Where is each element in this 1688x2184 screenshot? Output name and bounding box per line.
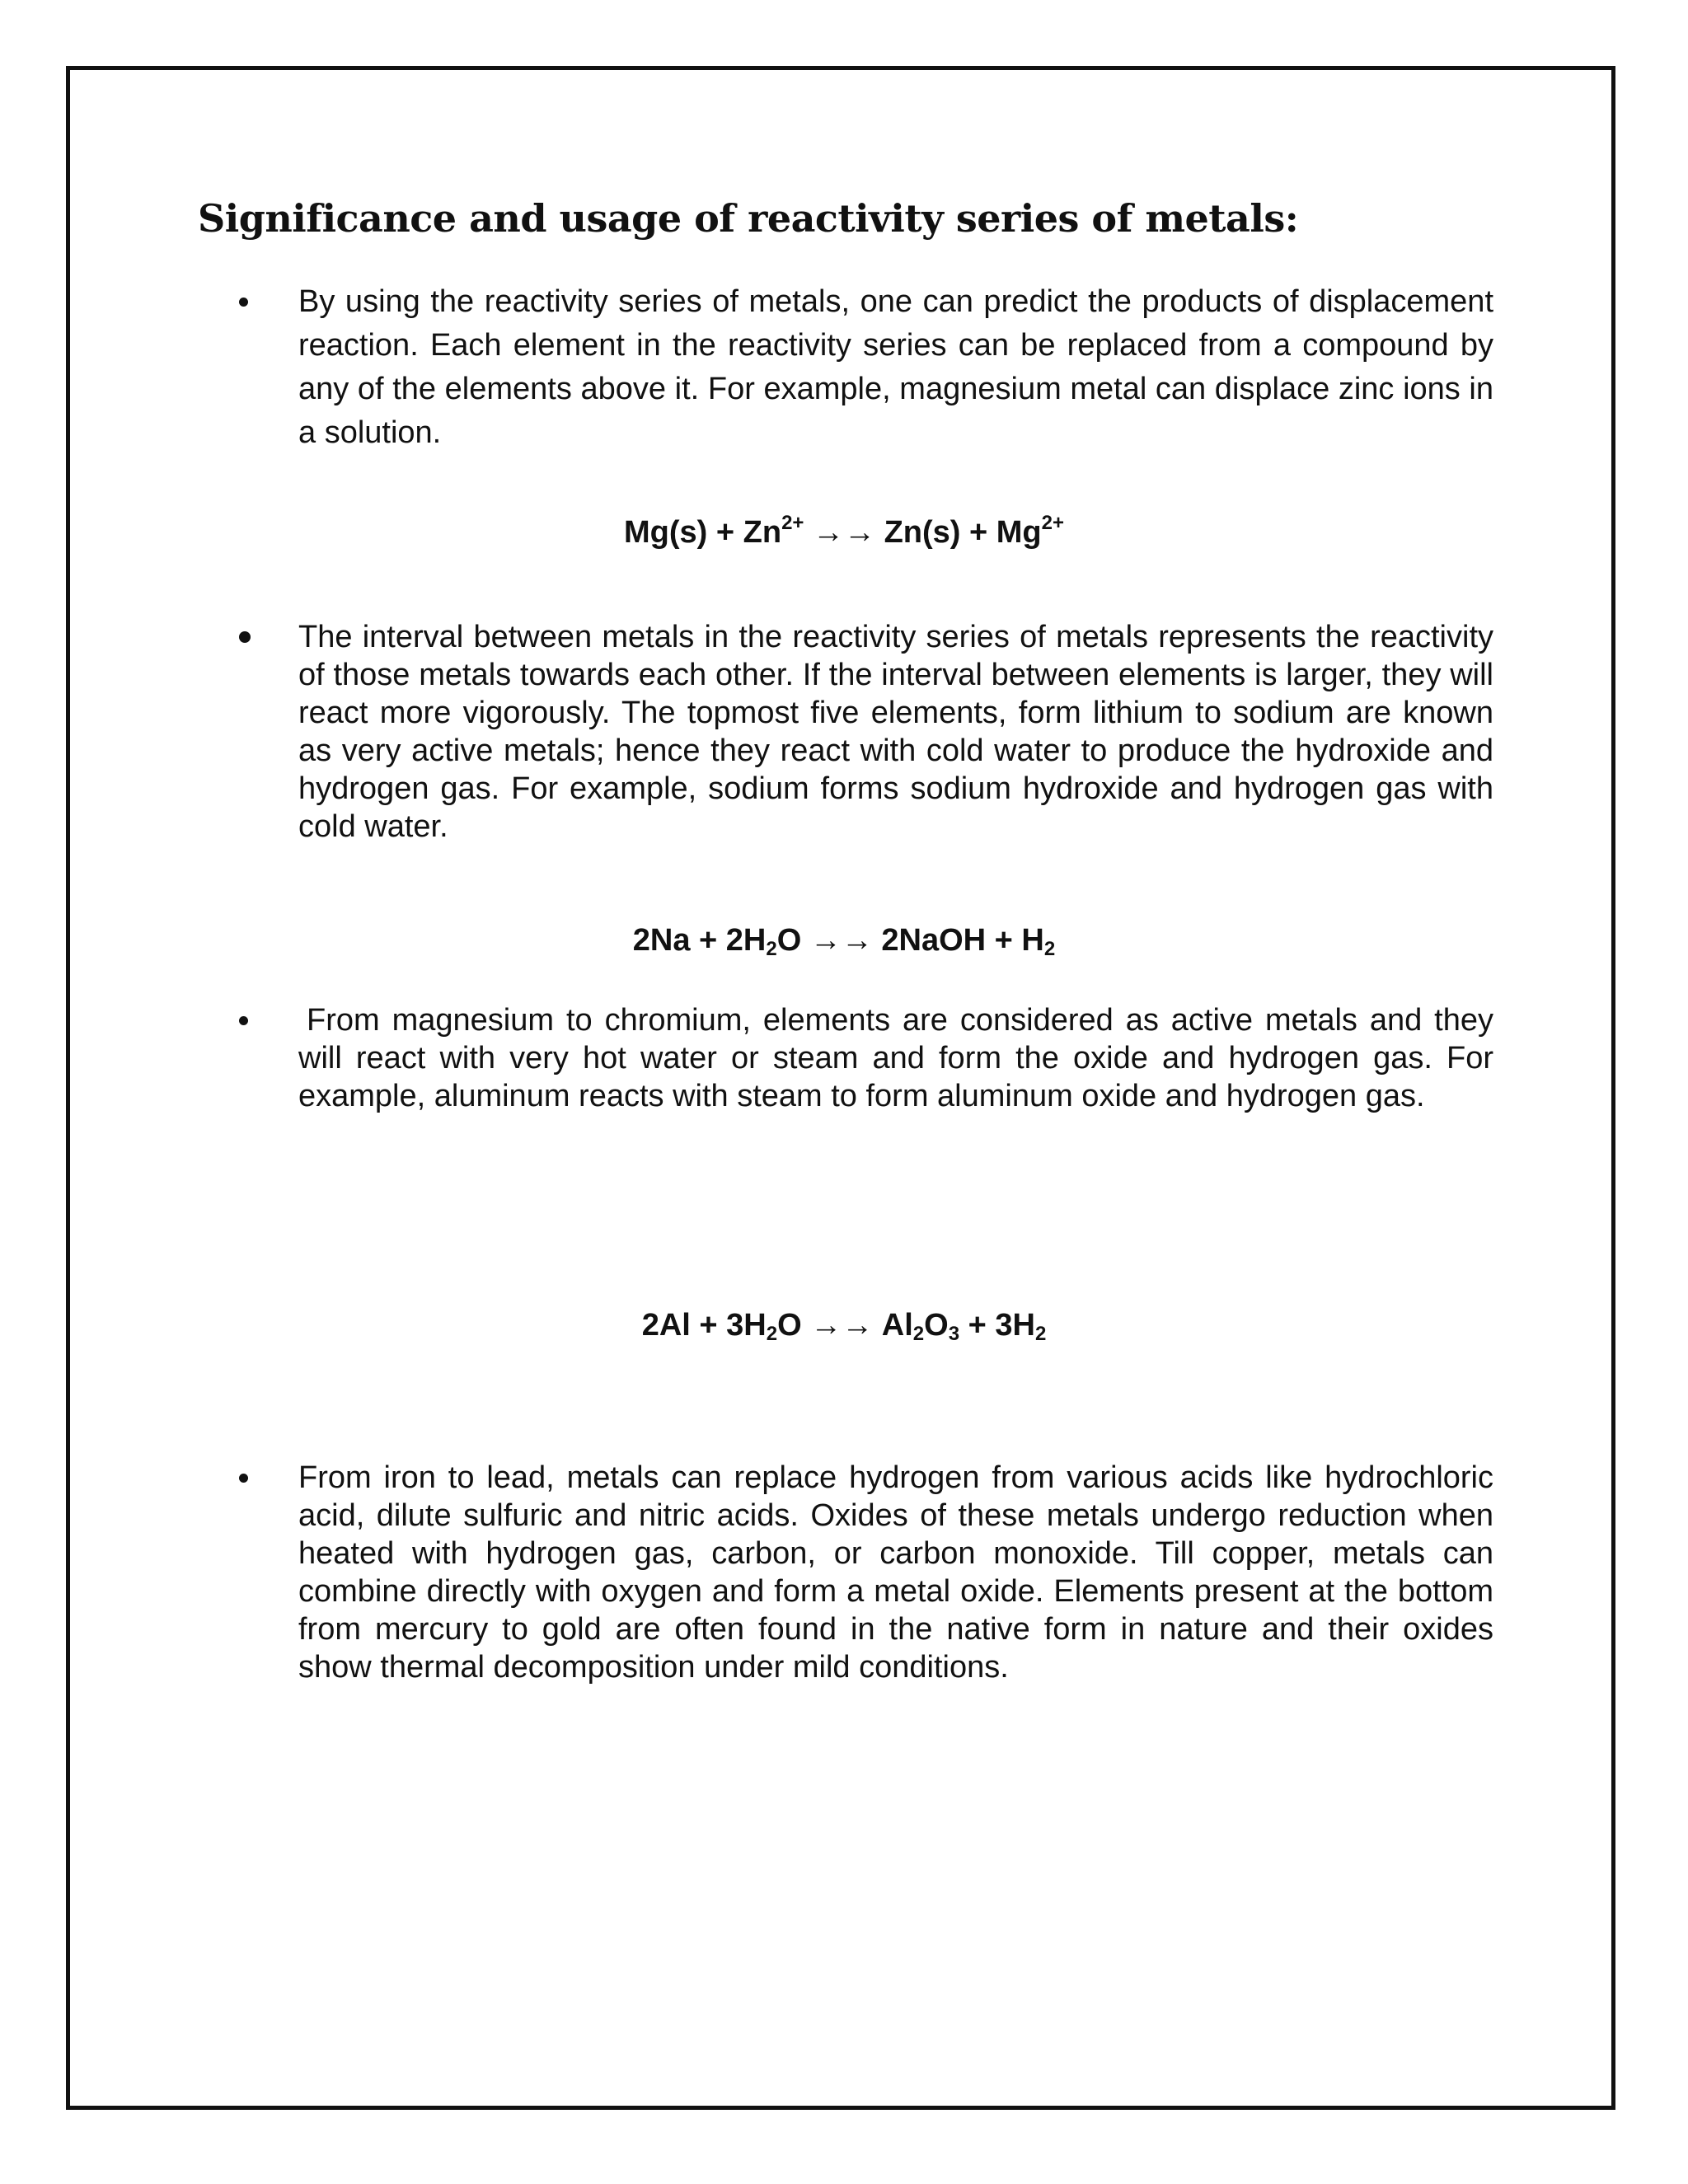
equation-subscript: 3: [948, 1323, 960, 1345]
page-title: Significance and usage of reactivity series of metals:: [198, 196, 1299, 241]
equation-term: Al: [881, 1308, 913, 1343]
bullet-icon: [239, 631, 251, 643]
equation-term: Zn(s) + Mg: [884, 515, 1042, 550]
paragraph-text: By using the reactivity series of metals, one can predict the products of displacement reaction. Each element in the reactivity series can be replaced from a compound by any of the elements above it. For example, magnesium metal can displace zinc ions in a solution.: [298, 284, 1493, 450]
bullet-icon: [239, 1474, 248, 1483]
equation-term: 2Na + 2H: [632, 923, 767, 958]
paragraph-text: From magnesium to chromium, elements are considered as active metals and they will react with very hot water or steam and form the oxide and hydrogen gas. For example, aluminum reacts with steam to form aluminum oxide and hydrogen gas.: [298, 1003, 1493, 1113]
equation-superscript: 2+: [1041, 512, 1064, 534]
equation-subscript: 2: [1043, 938, 1056, 960]
equation-term: O: [924, 1308, 949, 1343]
paragraph-text: The interval between metals in the reactivity series of metals represents the reactivity of those metals towards each other. If the interval between elements is larger, they will react more vigorously. The topmost five elements, form lithium to sodium are known as very active metals; hence they react with cold water to produce the hydroxide and hydrogen gas. For example, sodium forms sodium hydroxide and hydrogen gas with cold water.: [298, 620, 1493, 844]
equation-term: 2Al + 3H: [641, 1308, 767, 1343]
reaction-arrow-icon: →→: [801, 1308, 882, 1343]
bullet-icon: [239, 298, 248, 307]
paragraph-text: From iron to lead, metals can replace hydrogen from various acids like hydrochloric acid, dilute sulfuric and nitric acids. Oxides of these metals undergo reduction when heated with hydrogen gas, carbon, or carbon monoxide. Till copper, metals can combine directly with oxygen and form a metal oxide. Elements present at the bottom from mercury to gold are often found in the native form in nature and their oxides show thermal decomposition under mild conditions.: [298, 1460, 1493, 1685]
equation: [0, 1308, 1688, 1343]
equation-term: + 3H: [959, 1308, 1035, 1343]
reaction-arrow-icon: →→: [804, 515, 884, 550]
equation-subscript: 2: [766, 938, 777, 960]
equation: [0, 512, 1688, 551]
equation-subscript: 2: [1034, 1323, 1047, 1345]
equation-superscript: 2+: [781, 512, 804, 534]
equation-subscript: 2: [766, 1323, 778, 1345]
equation-subscript: 2: [912, 1323, 925, 1345]
reaction-arrow-icon: →→: [801, 923, 882, 958]
bullet-icon: [239, 1016, 248, 1025]
equation-term: O: [776, 923, 802, 958]
equation: [0, 923, 1688, 958]
equation-term: 2NaOH + H: [881, 923, 1044, 958]
equation-term: O: [777, 1308, 802, 1343]
equation-term: Mg(s) + Zn: [624, 515, 782, 550]
